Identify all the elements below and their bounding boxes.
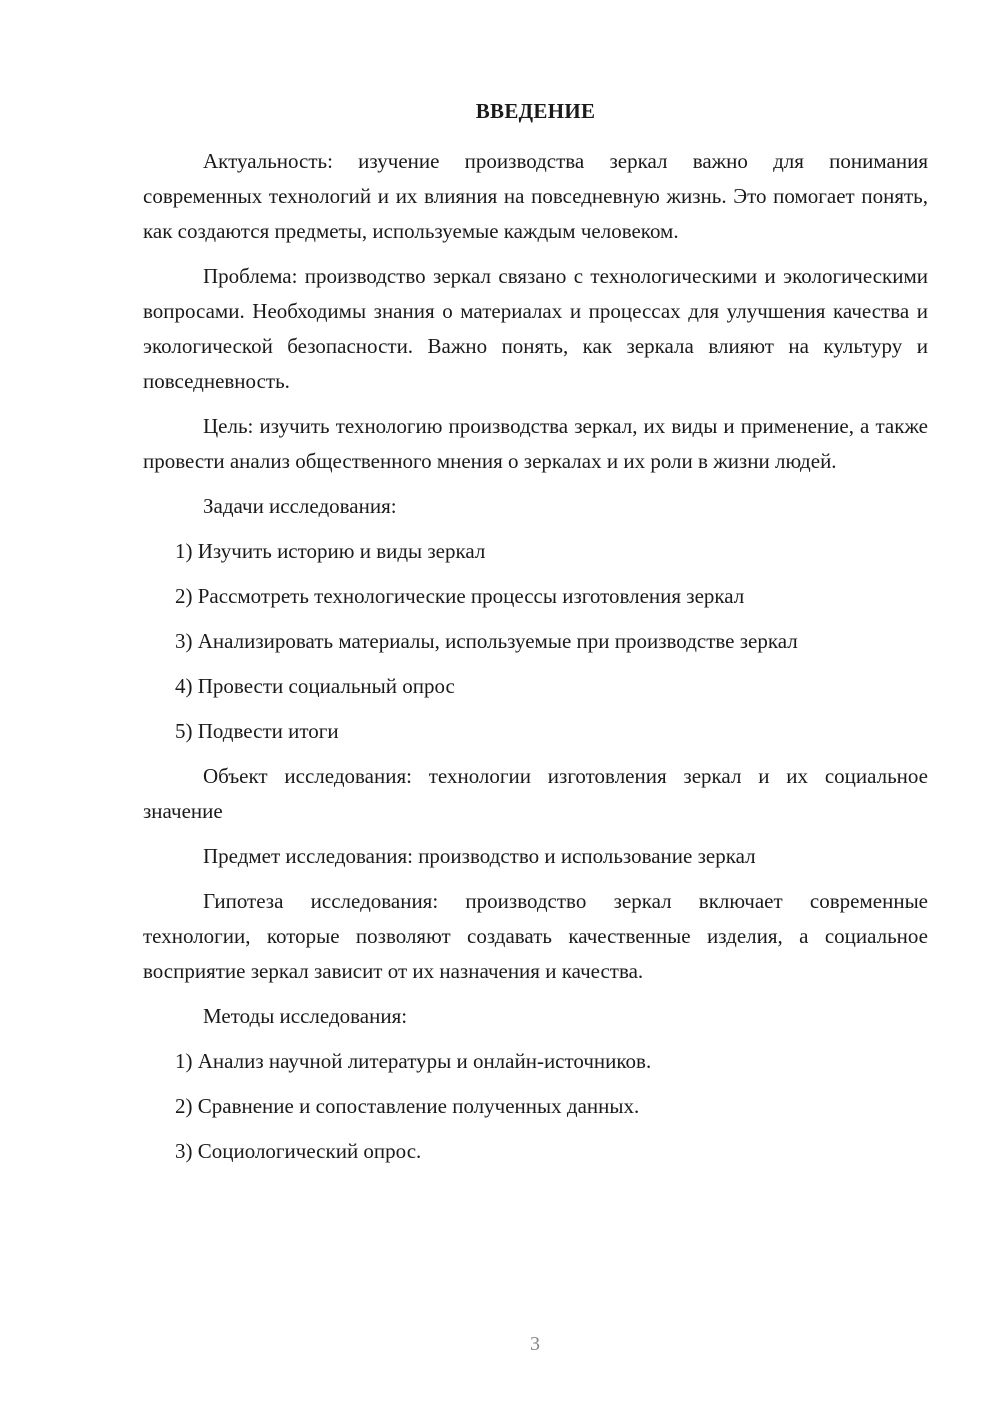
relevance-paragraph: Актуальность: изучение производства зеркал важно для понимания современных технологий и их влияния на повседневную жизнь. Это помогает понять, как создаются предметы, используемые каждым человеком.	[143, 149, 928, 243]
list-item: 2) Рассмотреть технологические процессы изготовления зеркал	[175, 584, 745, 608]
tasks-heading: Задачи исследования:	[203, 494, 397, 518]
tasks-list	[143, 534, 928, 749]
page-number: 3	[530, 1333, 540, 1355]
hypothesis-paragraph: Гипотеза исследования: производство зеркал включает современные технологии, которые позволяют создавать качественные изделия, а социальное восприятие зеркал зависит от их назначения и качества.	[143, 889, 928, 983]
subject-paragraph: Предмет исследования: производство и использование зеркал	[203, 844, 756, 868]
list-item: 2) Сравнение и сопоставление полученных данных.	[175, 1094, 640, 1118]
list-item: 5) Подвести итоги	[175, 719, 339, 743]
goal-paragraph: Цель: изучить технологию производства зеркал, их виды и применение, а также провести анализ общественного мнения о зеркалах и их роли в жизни людей.	[143, 414, 928, 473]
document-page	[143, 96, 928, 1179]
problem-paragraph: Проблема: производство зеркал связано с технологическими и экологическими вопросами. Необходимы знания о материалах и процессах для улучшения качества и экологической безопасности. Важно понять, как зеркала влияют на культуру и повседневность.	[143, 264, 928, 393]
list-item: 1) Анализ научной литературы и онлайн-источников.	[175, 1049, 652, 1073]
list-item: 3) Анализировать материалы, используемые при производстве зеркал	[175, 629, 798, 653]
methods-heading: Методы исследования:	[203, 1004, 408, 1028]
methods-list	[143, 1044, 928, 1169]
list-item: 1) Изучить историю и виды зеркал	[175, 539, 486, 563]
section-title: ВВЕДЕНИЕ	[475, 99, 596, 123]
object-paragraph: Объект исследования: технологии изготовления зеркал и их социальное значение	[143, 764, 928, 823]
list-item: 4) Провести социальный опрос	[175, 674, 455, 698]
list-item: 3) Социологический опрос.	[175, 1139, 422, 1163]
